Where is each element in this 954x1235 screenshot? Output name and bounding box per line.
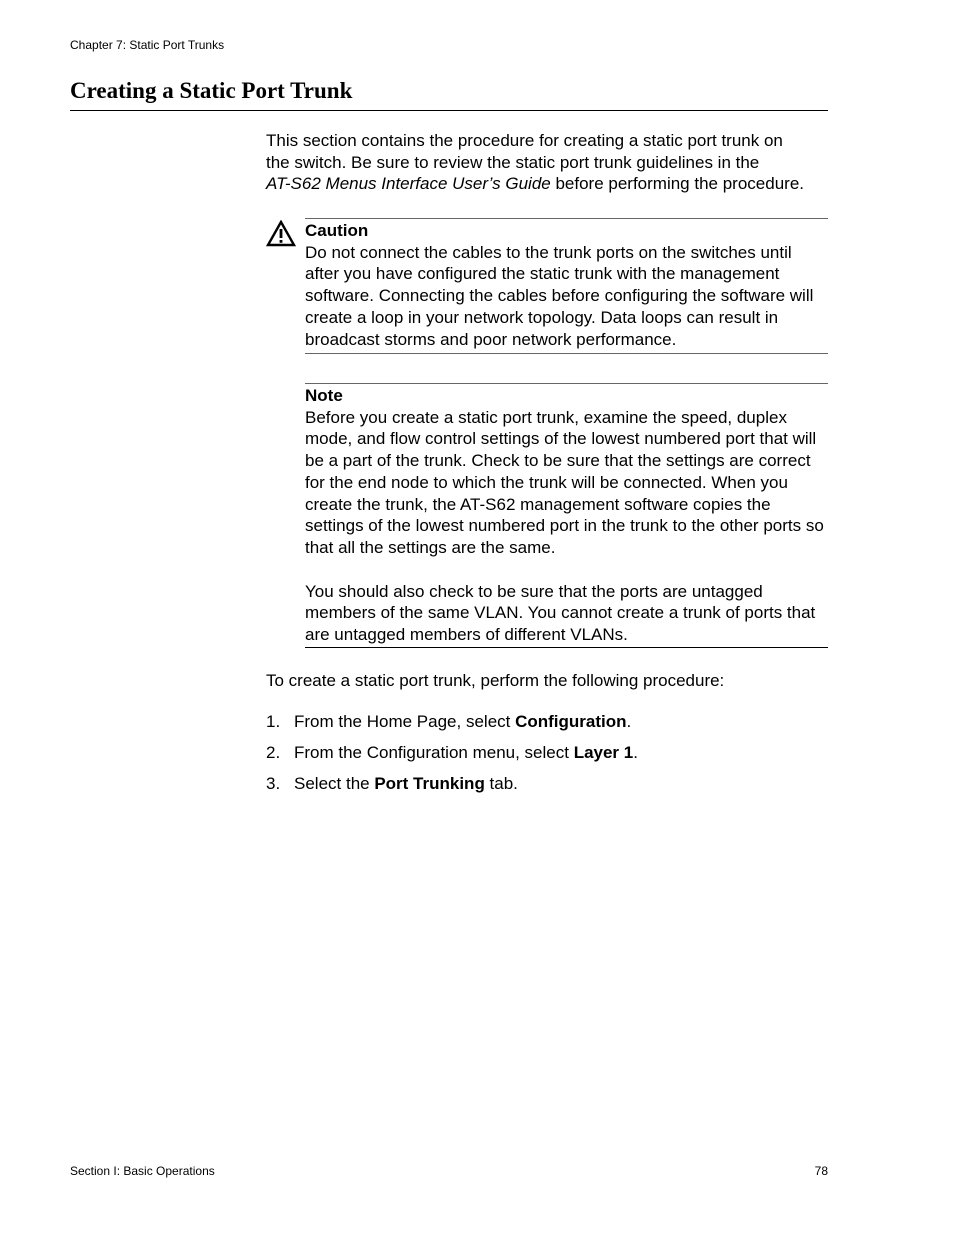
step-text: From the Home Page, select xyxy=(294,712,516,731)
intro-line-1: This section contains the procedure for creating a static port trunk on xyxy=(266,131,783,150)
note-paragraph-2: You should also check to be sure that the ports are untagged members of the same VLAN. You cannot create a trunk of ports that are untagged members of different VLANs. xyxy=(305,581,816,645)
running-header: Chapter 7: Static Port Trunks xyxy=(70,38,225,52)
step-bold-term: Layer 1 xyxy=(573,743,634,762)
step-bold-term: Configuration xyxy=(515,712,627,731)
intro-line-3-rest: before performing the procedure. xyxy=(550,174,804,194)
step-text: Select the xyxy=(294,774,375,793)
step-text-end: tab. xyxy=(484,774,518,793)
step-bold-term: Port Trunking xyxy=(374,774,485,793)
procedure-intro: To create a static port trunk, perform the following procedure: xyxy=(266,671,725,690)
caution-heading: Caution xyxy=(305,221,369,240)
step-2 xyxy=(266,742,828,764)
note-heading: Note xyxy=(305,386,343,405)
step-1 xyxy=(266,711,828,733)
intro-line-2: the switch. Be sure to review the static port trunk guidelines in the xyxy=(266,152,760,172)
page-number: 78 xyxy=(814,1164,828,1178)
running-footer-section: Section I: Basic Operations xyxy=(70,1164,215,1178)
step-number: 2. xyxy=(266,743,281,762)
note-paragraph-1: Before you create a static port trunk, examine the speed, duplex mode, and flow control settings of the lowest numbered port that will be a part of the trunk. Check to be sure that the settings are correct for the end node to which the trunk will be connected. When you create the trunk, the AT-S62 management software copies the settings of the lowest numbered port in the trunk to the other ports so that all the settings are the same. xyxy=(305,407,824,557)
caution-text: Do not connect the cables to the trunk ports on the switches until after you have configured the static trunk with the management software. Connecting the cables before configuring the software will create a loop in your network topology. Data loops can result in broadcast storms and poor network performance. xyxy=(305,242,814,349)
caution-box xyxy=(305,218,828,354)
step-number: 1. xyxy=(266,712,281,731)
step-3 xyxy=(266,773,828,795)
guide-title: AT-S62 Menus Interface User’s Guide xyxy=(266,174,551,194)
step-text-end: . xyxy=(626,712,632,731)
intro-paragraph xyxy=(266,130,828,195)
page-title: Creating a Static Port Trunk xyxy=(70,78,353,103)
title-rule xyxy=(70,110,828,111)
note-box xyxy=(305,383,828,648)
step-text-end: . xyxy=(633,743,638,762)
step-number: 3. xyxy=(266,774,281,793)
warning-triangle-icon xyxy=(266,220,296,247)
step-text: From the Configuration menu, select xyxy=(294,743,574,762)
procedure-steps xyxy=(266,711,828,804)
